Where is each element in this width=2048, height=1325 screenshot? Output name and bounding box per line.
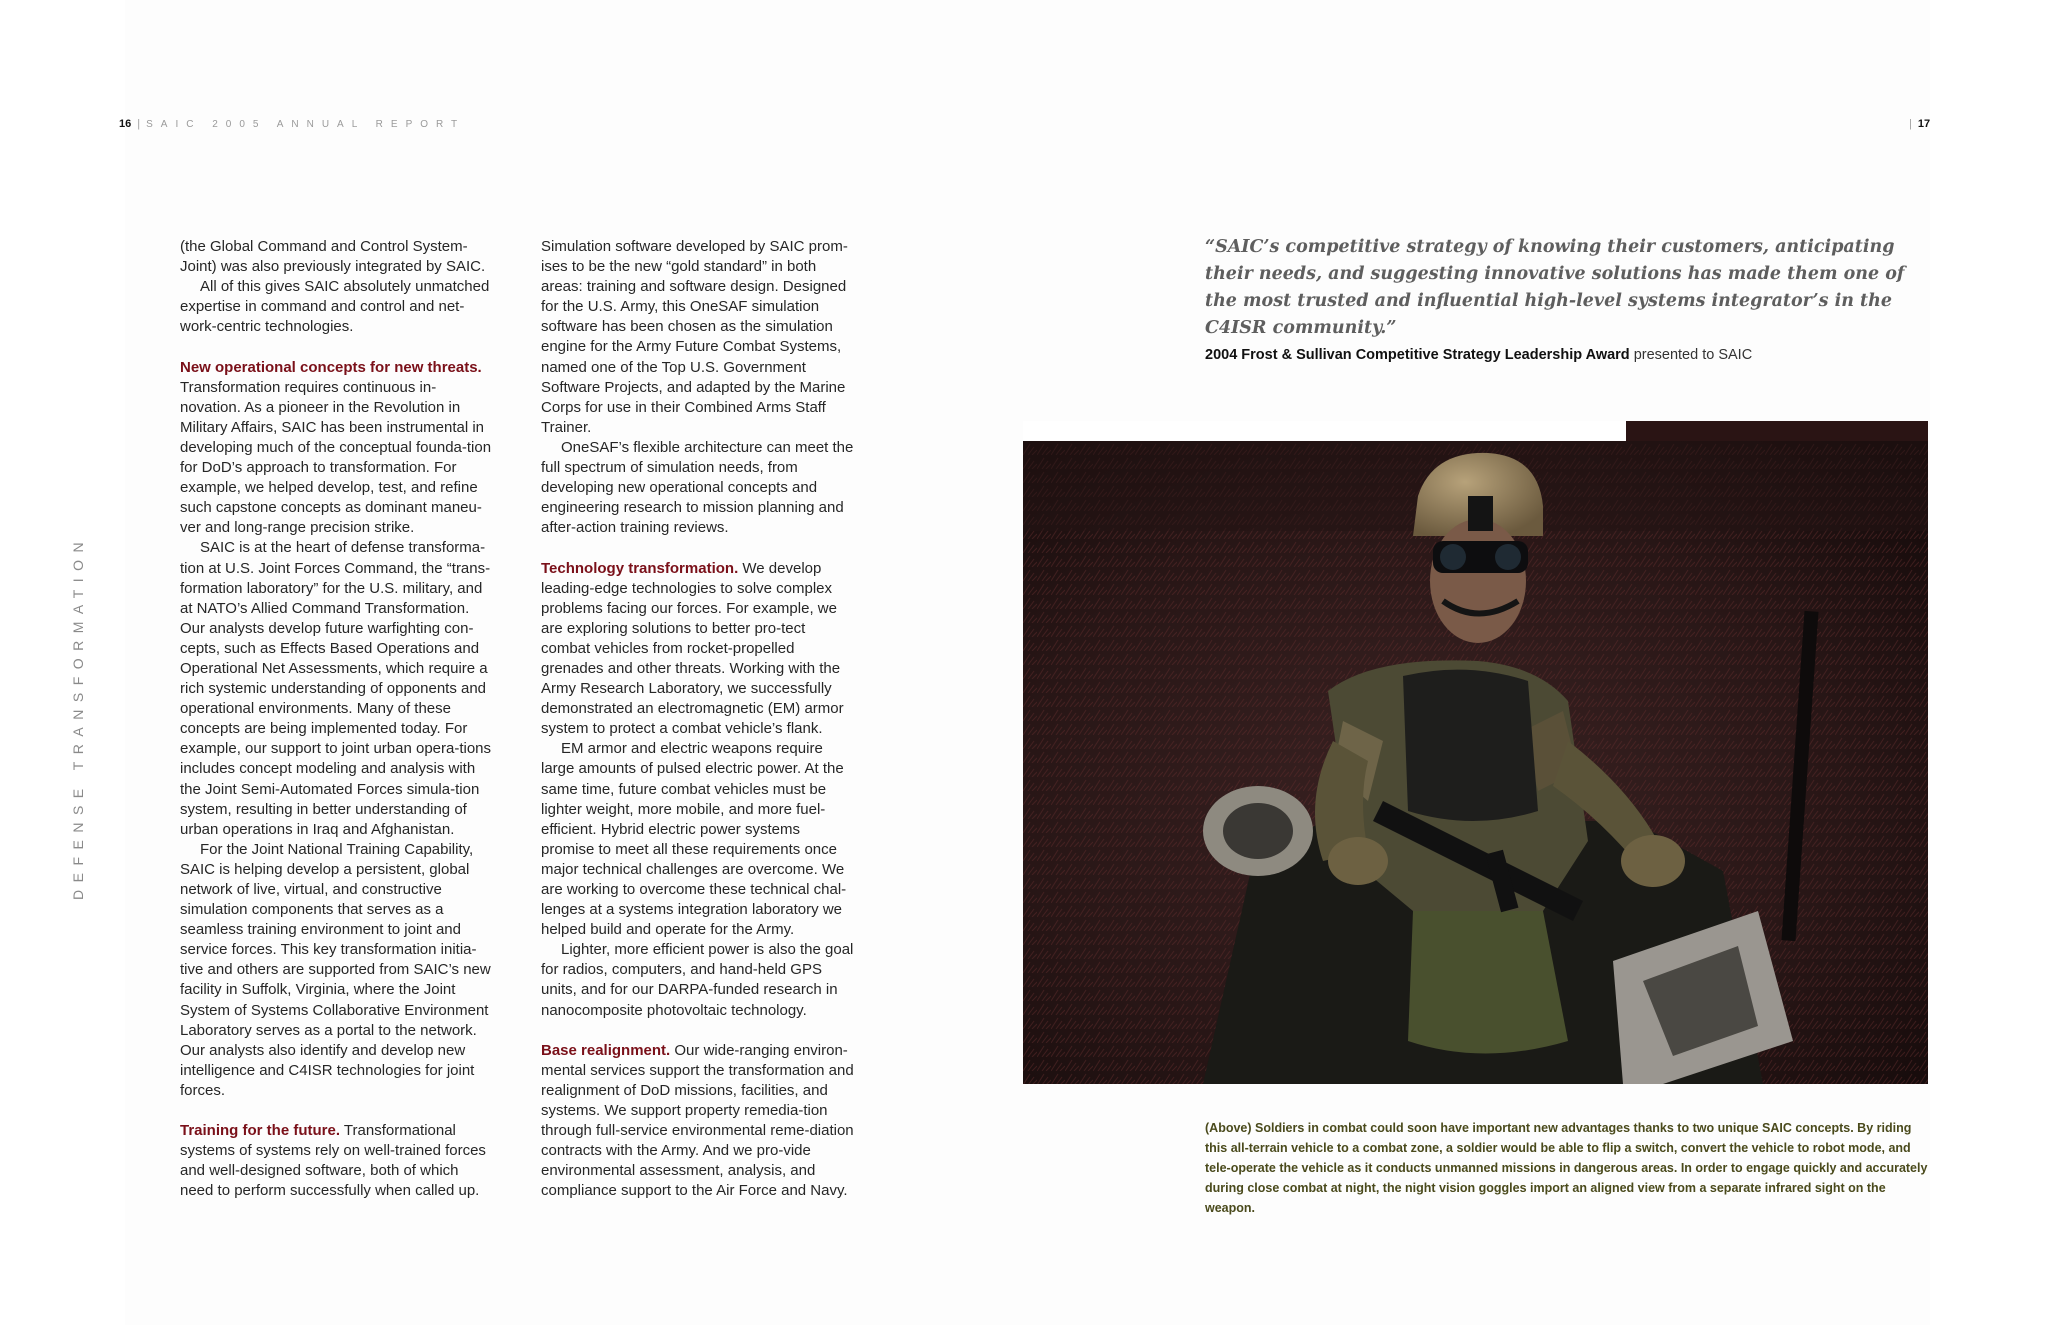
paragraph: Base realignment. Our wide-ranging environ-mental services support the transformation and realignment of DoD missions, facilities, and systems. We support property remedia-tion through full-service environmental reme-diation contracts with the Army. And we pro-vide environmental assessment, analysis, and compliance support to the Air Force and Navy. [541, 1041, 854, 1200]
folio-separator: | [137, 118, 141, 130]
paragraph: SAIC is at the heart of defense transforma-tion at U.S. Joint Forces Command, the “trans-formation laboratory” for the U.S. military, and at NATO’s Allied Command Transformation. Our analysts develop future warfighting con-cepts, such as Effects Based Operations and Operational Net Assessments, which require a rich systemic understanding of opponents and operational environments. Many of these concepts are being implemented today. For example, our support to joint urban opera-tions includes concept modeling and analysis with the Joint Semi-Automated Forces simula-tion system, resulting in better understanding of urban operations in Iraq and Afghanistan. [180, 539, 492, 838]
award-suffix: presented to SAIC [1633, 347, 1753, 363]
paragraph: New operational concepts for new threats. Transformation requires continuous in-novation. As a pioneer in the Revolution in Military Affairs, SAIC has been instrumental in developing much of the conceptual founda-tion for DoD’s approach to transformation. For example, we helped develop, test, and refine such capstone concepts as dominant maneu-ver and long-range precision strike. [180, 358, 492, 537]
award-name: 2004 Frost & Sullivan Competitive Strategy Leadership Award [1205, 347, 1630, 363]
photo-notch [1023, 421, 1626, 442]
photo-tab [1626, 421, 1928, 442]
body-column-2 [541, 237, 857, 1202]
right-page-number: 17 [1917, 118, 1931, 130]
section-heading: Technology transformation. [541, 559, 739, 577]
photo-caption: (Above) Soldiers in combat could soon have important new advantages thanks to two unique SAIC concepts. By riding this all-terrain vehicle to a combat zone, a soldier would be able to flip a switch, convert the vehicle to robot mode, and tele-operate the vehicle as it conducts unmanned missions in dangerous areas. In order to engage quickly and accurately during close combat at night, the night vision goggles import an aligned view from a separate infrared sight on the weapon. [1205, 1121, 1928, 1215]
left-page-number: 16 [119, 118, 132, 130]
paragraph: All of this gives SAIC absolutely unmatched expertise in command and control and net-work-centric technologies. [180, 278, 490, 336]
paragraph: (the Global Command and Control System-Joint) was also previously integrated by SAIC. [180, 238, 486, 276]
soldier-atv-illustration [1023, 441, 1928, 1084]
left-page-folio [119, 118, 465, 130]
section-heading: New operational concepts for new threats. [180, 358, 482, 376]
paragraph: EM armor and electric weapons require large amounts of pulsed electric power. At the same time, future combat vehicles must be lighter weight, more mobile, and more fuel-efficient. Hybrid electric power systems promise to meet all these requirements once major technical challenges are overcome. We are working to overcome these technical chal-lenges at a systems integration laboratory we helped build and operate for the Army. [541, 740, 847, 939]
section-label: DEFENSE TRANSFORMATION [70, 534, 86, 900]
right-page-folio [1903, 118, 1930, 130]
paragraph: Simulation software developed by SAIC prom-ises to be the new “gold standard” in both areas: training and software design. Designed for the U.S. Army, this OneSAF simulation software has been chosen as the simulation engine for the Army Future Combat Systems, named one of the Top U.S. Government Software Projects, and adapted by the Marine Corps for use in their Combined Arms Staff Trainer. [541, 238, 848, 436]
body-column-1 [180, 237, 492, 1202]
soldier-atv-photo [1023, 441, 1928, 1084]
pull-quote [1205, 234, 1905, 365]
section-heading: Training for the future. [180, 1122, 340, 1140]
folio-separator: | [1909, 118, 1912, 130]
paragraph: For the Joint National Training Capability, SAIC is helping develop a persistent, global network of live, virtual, and constructive simulation components that serves as a seamless training environment to joint and service forces. This key transformation initia-tive and others are supported from SAIC’s new facility in Suffolk, Virginia, where the Joint System of Systems Collaborative Environment Laboratory serves as a portal to the network. Our analysts also identify and develop new intelligence and C4ISR technologies for joint forces. [180, 840, 491, 1099]
section-heading: Base realignment. [541, 1041, 671, 1059]
report-title: SAIC 2005 ANNUAL REPORT [146, 119, 466, 130]
paragraph: Lighter, more efficient power is also the goal for radios, computers, and hand-held GPS units, and for our DARPA-funded research in nanocomposite photovoltaic technology. [541, 941, 854, 1019]
paragraph: OneSAF’s flexible architecture can meet the full spectrum of simulation needs, from developing new operational concepts and engineering research to mission planning and after-action training reviews. [541, 438, 854, 537]
paragraph: Technology transformation. We develop leading-edge technologies to solve complex problems facing our forces. For example, we are exploring solutions to better pro-tect combat vehicles from rocket-propelled grenades and other threats. Working with the Army Research Laboratory, we successfully demonstrated an electromagnetic (EM) armor system to protect a combat vehicle’s flank. [541, 559, 844, 738]
quote-text: “SAIC’s competitive strategy of knowing their customers, anticipating their needs, and suggesting innovative solutions has made them one of the most trusted and influential high-level systems integrator’s in the C4ISR community.” [1205, 237, 1905, 338]
quote-attribution [1205, 345, 1905, 365]
paragraph: Training for the future. Transformational systems of systems rely on well-trained forces and well-designed software, both of which need to perform successfully when called up. [180, 1122, 486, 1200]
